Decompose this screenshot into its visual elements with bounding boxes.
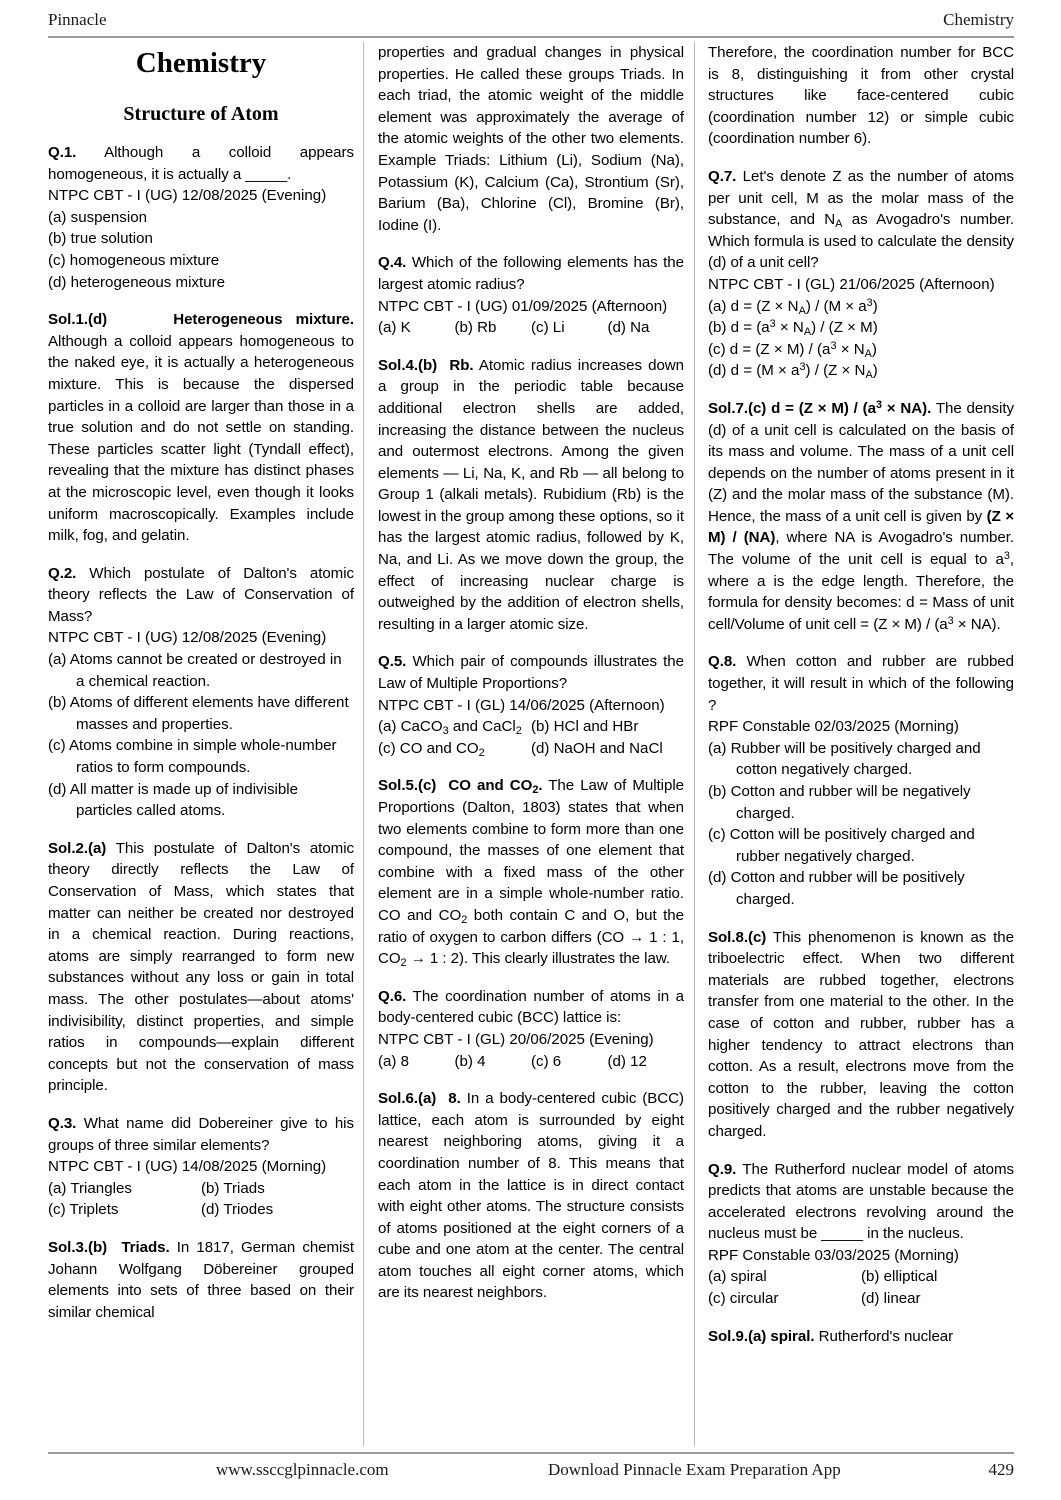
q6-option-c: (c) 6 xyxy=(531,1052,562,1070)
sol6-continuation: Therefore, the coordination number for BCC is 8, distinguishing it from other crystal structures like face-centered cubic (coordination number 12) or simple cubic (coordination number 6). xyxy=(708,44,1014,148)
q8-option-d: (d) Cotton and rubber will be positively charged. xyxy=(708,869,965,908)
q5-options-row-1 xyxy=(378,716,684,738)
q9-options-row-2 xyxy=(708,1288,1014,1310)
sol1-answer: Heterogeneous mixture. xyxy=(173,311,354,329)
q9-options-row-1 xyxy=(708,1266,1014,1288)
solution-sol4 xyxy=(378,355,684,636)
q4-option-c: (c) Li xyxy=(531,319,565,337)
solution-sol6 xyxy=(378,1088,684,1304)
page-footer xyxy=(48,1459,1014,1485)
question-q6 xyxy=(378,986,684,1029)
solution-sol9 xyxy=(708,1326,1014,1348)
q9-option-c: (c) circular xyxy=(708,1290,779,1308)
q9-exam: RPF Constable 03/03/2025 (Morning) xyxy=(708,1246,959,1264)
q9-label: Q.9. xyxy=(708,1160,737,1178)
footer-app-promo: Download Pinnacle Exam Preparation App xyxy=(548,1460,841,1479)
footer-rule xyxy=(48,1452,1014,1454)
q6-option-d: (d) 12 xyxy=(607,1052,647,1070)
sol5-sub-2: 2 xyxy=(400,957,407,970)
q5-exam: NTPC CBT - I (GL) 14/06/2025 (Afternoon) xyxy=(378,696,665,714)
sol1-label: Sol.1.(d) xyxy=(48,311,108,329)
sol5-sub-1: 2 xyxy=(461,914,468,926)
q9-text: The Rutherford nuclear model of atoms predicts that atoms are unstable because the accelerated electrons revolving around the nucleus must be _____ in the nucleus. xyxy=(708,1160,1014,1243)
sol7-sup-2: 3 xyxy=(947,614,954,627)
q8-option-c: (c) Cotton will be positively charged and rubber negatively charged. xyxy=(708,826,975,865)
q7-exam: NTPC CBT - I (GL) 21/06/2025 (Afternoon) xyxy=(708,275,995,293)
q8-exam: RPF Constable 02/03/2025 (Morning) xyxy=(708,718,959,736)
running-head-right: Chemistry xyxy=(943,10,1014,29)
sol9-label: Sol.9.(a) spiral. xyxy=(708,1327,815,1345)
sol3-answer: Triads. xyxy=(121,1238,170,1256)
footer-website: www.ssccglpinnacle.com xyxy=(216,1460,389,1479)
q8-text: When cotton and rubber are rubbed together, it will result in which of the following ? xyxy=(708,653,1014,714)
sol7-text-4: × NA). xyxy=(953,615,1001,633)
question-q7 xyxy=(708,166,1014,274)
q5-options-row-2 xyxy=(378,738,684,760)
sol8-label: Sol.8.(c) xyxy=(708,928,767,946)
question-q8 xyxy=(708,651,1014,716)
q4-option-d: (d) Na xyxy=(607,319,650,337)
q7-label: Q.7. xyxy=(708,167,737,185)
q3-options-row-1 xyxy=(48,1178,354,1200)
q5-option-a: (a) CaCO$_3$ and CaCl$_2$ xyxy=(378,718,522,738)
q3-label: Q.3. xyxy=(48,1114,77,1132)
solution-sol2 xyxy=(48,838,354,1097)
q6-option-b: (b) 4 xyxy=(454,1052,486,1070)
q4-text: Which of the following elements has the largest atomic radius? xyxy=(378,254,684,293)
sol9-text: Rutherford's nuclear xyxy=(814,1327,954,1345)
sol7-label: Sol.7.(c) xyxy=(708,399,767,417)
q3-option-b: (b) Triads xyxy=(201,1179,265,1197)
q7-option-b: (b) $d = (a^3 \times N_A) / (Z \times M)$ xyxy=(708,318,878,339)
three-column-body xyxy=(48,42,1014,1446)
solution-sol3 xyxy=(48,1237,354,1323)
q1-option-a: (a) suspension xyxy=(48,208,148,226)
sol4-text: Atomic radius increases down a group in the periodic table because additional electron shells are added, increasing the distance between the nucleus and outermost electrons. Among the given elements — Li, Na, K, and Rb — all belong to Group 1 (alkali metals). Rubidium (Rb) is the lowest in the group among these options, so it has the largest atomic radius, followed by K, Na, and Li. As we move down the group, the effect of increasing nuclear charge is outweighed by the addition of electron shells, resulting in a larger atomic size. xyxy=(378,356,684,633)
q4-options-row xyxy=(378,317,684,339)
question-q1 xyxy=(48,142,354,185)
footer-page-number: 429 xyxy=(988,1460,1014,1479)
solution-sol5 xyxy=(378,775,684,969)
q8-label: Q.8. xyxy=(708,653,737,671)
q1-label: Q.1. xyxy=(48,144,77,161)
q3-options-row-2 xyxy=(48,1199,354,1221)
q7-text-2: as Avogadro's number. Which formula is used to calculate the density (d) of a unit cell? xyxy=(708,211,1014,272)
column-2 xyxy=(378,42,684,1446)
q1-exam: NTPC CBT - I (UG) 12/08/2025 (Evening) xyxy=(48,187,327,205)
column-3 xyxy=(708,42,1014,1446)
sol5-label: Sol.5.(c) xyxy=(378,777,437,795)
solution-sol1 xyxy=(48,309,354,547)
q7-option-c: (c) $d = (Z \times M) / (a^3 \times N_A)$ xyxy=(708,339,877,360)
sol6-label: Sol.6.(a) xyxy=(378,1090,437,1108)
solution-sol8 xyxy=(708,927,1014,1143)
question-q9 xyxy=(708,1159,1014,1245)
q2-label: Q.2. xyxy=(48,564,77,582)
sol5-text-2: both contain C and O, but the ratio of oxygen to carbon differs (CO → 1 : 1, CO xyxy=(378,906,684,968)
q3-option-a: (a) Triangles xyxy=(48,1179,132,1197)
q7-text-1: Let's denote Z as the number of atoms per unit cell, M as the molar mass of the substance, and N xyxy=(708,167,1014,229)
q1-option-c: (c) homogeneous mixture xyxy=(48,251,220,269)
sol6-answer: 8. xyxy=(448,1090,461,1108)
sol3-continuation: properties and gradual changes in physical properties. He called these groups Triads. In each triad, the atomic weight of the middle element was approximately the average of the atomic weights of the other two elements. Example Triads: Lithium (Li), Sodium (Na), Potassium (K), Calcium (Ca), Strontium (Sr), Barium (Ba), Chlorine (Cl), Bromine (Br), Iodine (I). xyxy=(378,44,684,234)
q6-options-row xyxy=(378,1051,684,1073)
q7-option-a: (a) $d = (Z \times N_A) / (M \times a^3)$ xyxy=(708,296,878,317)
q1-option-b: (b) true solution xyxy=(48,230,153,248)
q9-option-d: (d) linear xyxy=(861,1290,921,1308)
sol7-bold-mid: (Z × M) / (NA) xyxy=(708,507,1014,547)
q5-option-d: (d) NaOH and NaCl xyxy=(531,739,663,757)
q4-option-a: (a) K xyxy=(378,319,411,337)
running-head-left: Pinnacle xyxy=(48,10,107,29)
sol5-text-1: The Law of Multiple Proportions (Dalton, 1803) states that when two elements combine to form more than one compound, the masses of one element that combine with a fixed mass of the other element are in a simple whole-number ratio. CO and CO xyxy=(378,777,684,924)
sol7-text-3: , where a is the edge length. Therefore, the formula for density becomes: d = Mass of unit cell/Volume of unit cell = (Z × M) / (a xyxy=(708,551,1014,633)
q9-option-b: (b) elliptical xyxy=(861,1268,938,1286)
q2-option-c: (c) Atoms combine in simple whole-number ratios to form compounds. xyxy=(48,737,337,777)
q6-exam: NTPC CBT - I (GL) 20/06/2025 (Evening) xyxy=(378,1030,654,1048)
q4-label: Q.4. xyxy=(378,254,407,272)
q1-text: Although a colloid appears homogeneous, it is actually a _____. xyxy=(48,144,354,183)
sol7-sup-1: 3 xyxy=(1003,550,1010,563)
q4-option-b: (b) Rb xyxy=(454,319,497,337)
sol4-label: Sol.4.(b) xyxy=(378,356,438,374)
q2-exam: NTPC CBT - I (UG) 12/08/2025 (Evening) xyxy=(48,629,327,647)
q6-option-a: (a) 8 xyxy=(378,1052,410,1070)
page-title: Chemistry xyxy=(135,47,267,79)
sol4-answer: Rb. xyxy=(449,356,474,374)
q3-option-d: (d) Triodes xyxy=(201,1201,274,1219)
q5-option-c: (c) CO and $CO_2$ xyxy=(378,739,485,759)
q9-option-a: (a) spiral xyxy=(708,1268,767,1286)
q3-option-c: (c) Triplets xyxy=(48,1201,119,1219)
question-q3 xyxy=(48,1113,354,1156)
header-rule xyxy=(48,36,1014,38)
q7-option-d: (d) $d = (M \times a^3) / (Z \times N_A)$ xyxy=(708,361,878,382)
solution-sol7 xyxy=(708,398,1014,636)
q6-text: The coordination number of atoms in a body-centered cubic (BCC) lattice is: xyxy=(378,987,684,1027)
q5-text: Which pair of compounds illustrates the Law of Multiple Proportions? xyxy=(378,653,684,693)
sol7-text-2: , where NA is Avogadro's number. The volume of the unit cell is equal to a xyxy=(708,529,1014,569)
sol8-text: This phenomenon is known as the triboelectric effect. When two different materials are rubbed together, electrons transfer from one material to the other. In the case of cotton and rubber, rubber has a higher tendency to attract electrons than cotton. As a result, electrons move from the cotton to the rubber, leaving the cotton positively charged and the rubber negatively charged. xyxy=(708,928,1014,1140)
sol2-text: This postulate of Dalton's atomic theory directly reflects the Law of Conservation of Mass, which states that matter can neither be created nor destroyed in a chemical reaction. During reactions, atoms are simply rearranged to form new substances without any loss or gain in total mass. The other postulates—about atoms' indivisibility, distinct properties, and simple ratios in compounds—explain different concepts but not the conservation of mass principle. xyxy=(48,839,354,1095)
question-q5 xyxy=(378,651,684,694)
section-heading: Structure of Atom xyxy=(123,103,279,125)
sol5-text-3: → 1 : 2). This clearly illustrates the law. xyxy=(406,950,670,968)
q2-option-a: (a) Atoms cannot be created or destroyed in a chemical reaction. xyxy=(48,651,342,690)
sol7-answer: $d = (Z \times M) / (a^3 \times NA)$. xyxy=(766,399,932,417)
q5-label: Q.5. xyxy=(378,653,407,671)
column-divider-1 xyxy=(363,42,364,1446)
sol3-label: Sol.3.(b) xyxy=(48,1238,108,1256)
q2-option-b: (b) Atoms of different elements have different masses and properties. xyxy=(48,694,349,733)
q2-option-d: (d) All matter is made up of indivisible particles called atoms. xyxy=(48,780,298,820)
question-q4 xyxy=(378,252,684,295)
q6-label: Q.6. xyxy=(378,987,407,1005)
column-1 xyxy=(48,42,354,1446)
column-divider-2 xyxy=(694,42,695,1446)
q3-text: What name did Dobereiner give to his groups of three similar elements? xyxy=(48,1114,354,1154)
sol5-answer: CO and $CO_2$. xyxy=(448,777,543,797)
question-q2 xyxy=(48,563,354,628)
q2-text: Which postulate of Dalton's atomic theory reflects the Law of Conservation of Mass? xyxy=(48,564,354,625)
q8-option-a: (a) Rubber will be positively charged and cotton negatively charged. xyxy=(708,739,981,779)
sol2-label: Sol.2.(a) xyxy=(48,839,107,857)
q3-exam: NTPC CBT - I (UG) 14/08/2025 (Morning) xyxy=(48,1158,327,1176)
q7-sub-a: A xyxy=(835,218,843,231)
q4-exam: NTPC CBT - I (UG) 01/09/2025 (Afternoon) xyxy=(378,297,668,315)
q5-option-b: (b) HCl and HBr xyxy=(531,718,639,736)
sol1-text: Although a colloid appears homogeneous to the naked eye, it is actually a heterogeneous mixture. This is because the dispersed particles in a colloid are larger than those in a true solution and do not settle on standing. These particles scatter light (Tyndall effect), revealing that the mixture has distinct phases at the microscopic level, even though it looks uniform macroscopically. Examples include milk, fog, and gelatin. xyxy=(48,332,354,545)
sol7-text-1: The density (d) of a unit cell is calculated on the basis of its mass and volume. The mass of a unit cell depends on the number of atoms present in it (Z) and the molar mass of the substance (M). Hence, the mass of a unit cell is given by xyxy=(708,399,1014,525)
sol6-text: In a body-centered cubic (BCC) lattice, each atom is surrounded by eight nearest neighboring atoms, giving it a coordination number of 8. This means that each atom in the lattice is in direct contact with eight other atoms. The structure consists of atoms positioned at the eight corners of a cube and one atom at the center. The central atom touches all eight corner atoms, which are its nearest neighbors. xyxy=(378,1090,684,1302)
sol3-text: In 1817, German chemist Johann Wolfgang Döbereiner grouped elements into sets of three based on their similar chemical xyxy=(48,1238,354,1321)
q1-option-d: (d) heterogeneous mixture xyxy=(48,273,226,291)
q8-option-b: (b) Cotton and rubber will be negatively charged. xyxy=(708,783,971,822)
